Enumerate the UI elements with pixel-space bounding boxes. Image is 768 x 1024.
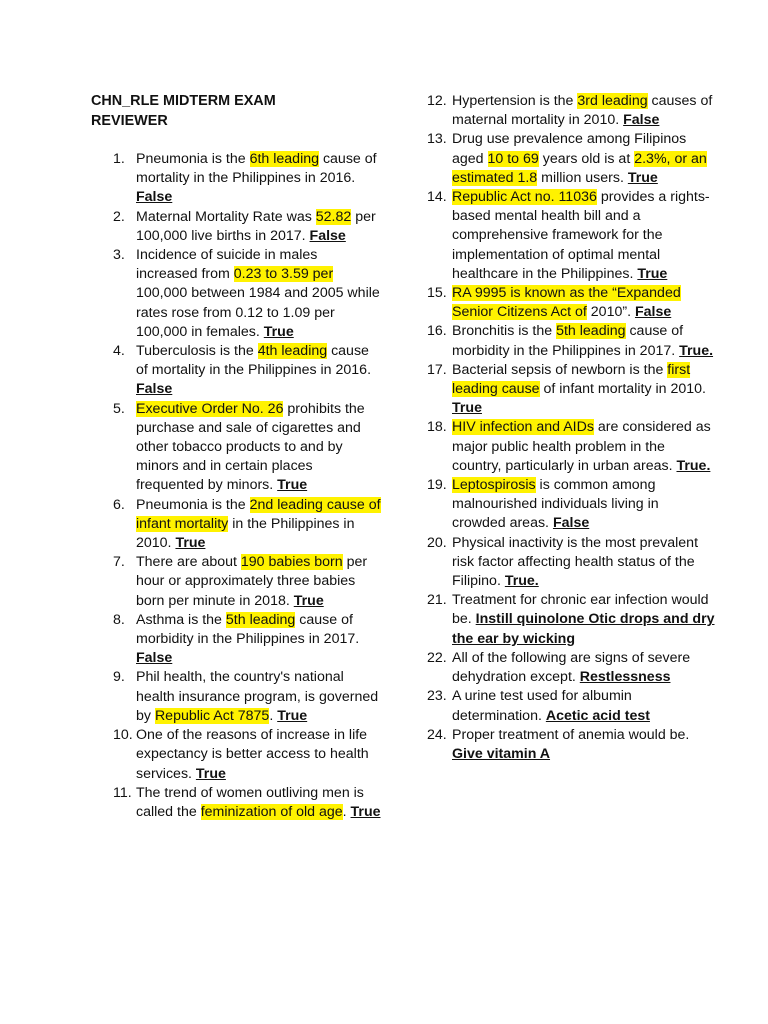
item-text: A urine test used for albumin determination.: [452, 688, 632, 724]
item-number: 15.: [427, 285, 447, 302]
item-text: million users.: [537, 169, 628, 186]
item-highlight: 10 to 69: [487, 150, 539, 167]
item-answer: True: [637, 265, 668, 282]
item-text: 100,000 between 1984 and 2005 while rates rose from 0.12 to 1.09 per 100,000 in females.: [136, 285, 380, 340]
item-number: 10.: [113, 727, 133, 744]
item-number: 17.: [427, 361, 447, 378]
item-number: 14.: [427, 189, 447, 206]
list-item: [425, 92, 715, 130]
item-number: 13.: [427, 131, 447, 148]
list-item: [425, 591, 715, 649]
item-text: Proper treatment of anemia would be.: [452, 726, 690, 743]
item-answer: Acetic acid test: [545, 707, 650, 724]
list-item: [91, 553, 381, 611]
item-number: 20.: [427, 534, 447, 551]
list-item: [425, 130, 715, 188]
item-highlight: Executive Order No. 26: [136, 400, 284, 417]
list-item: [91, 726, 381, 784]
item-text: 2010”.: [586, 304, 635, 321]
item-answer: Restlessness: [579, 669, 671, 686]
item-text: Hypertension is the: [452, 93, 578, 109]
title-line-1: CHN_RLE MIDTERM EXAM: [91, 93, 276, 109]
item-highlight: 5th leading: [556, 323, 626, 340]
item-answer: False: [309, 227, 346, 244]
item-answer: True: [263, 323, 294, 340]
document-title: [91, 92, 381, 131]
list-item: [425, 687, 715, 725]
item-text: Treatment for chronic ear infection would be.: [452, 592, 709, 628]
item-number: 5.: [113, 400, 125, 417]
item-answer: False: [136, 381, 173, 398]
item-number: 4.: [113, 343, 125, 360]
item-text: All of the following are signs of severe dehydration except.: [452, 649, 691, 686]
item-highlight: Leptospirosis: [452, 477, 536, 494]
item-text: is common among malnourished individuals living in crowded areas.: [452, 477, 659, 532]
item-text: are considered as major public health problem in the country, particularly in urban areas.: [452, 419, 711, 474]
item-text: of infant mortality in 2010.: [539, 381, 706, 398]
item-answer: True: [350, 803, 381, 820]
item-answer: True.: [504, 573, 539, 590]
item-text: Drug use prevalence among Filipinos aged: [452, 131, 687, 167]
item-highlight: feminization of old age: [200, 803, 343, 820]
item-highlight: HIV infection and AIDs: [452, 419, 594, 436]
list-item: [425, 649, 715, 687]
list-item: [425, 534, 715, 592]
list-item: [91, 150, 381, 208]
list-item: [91, 784, 381, 822]
item-highlight: 2nd leading cause of infant mortality: [136, 496, 381, 532]
item-text: cause of mortality in the Philippines in 2016.: [136, 343, 372, 379]
list-item: [425, 188, 715, 284]
item-highlight: RA 9995 is known as the “Expanded Senior Citizens Act of: [452, 285, 681, 321]
right-column: [425, 92, 715, 764]
item-answer: True: [277, 707, 308, 724]
list-item: [425, 476, 715, 534]
item-highlight: 3rd leading: [577, 93, 648, 109]
item-text: in the Philippines in 2010.: [136, 515, 355, 552]
item-number: 22.: [427, 649, 447, 666]
left-column: [91, 92, 381, 822]
item-answer: True.: [676, 457, 711, 474]
list-item: [91, 611, 381, 669]
item-answer: True: [277, 477, 308, 494]
item-highlight: Republic Act 7875: [154, 707, 270, 724]
item-answer: True: [293, 592, 324, 609]
list-item: [425, 284, 715, 322]
item-answer: False: [634, 304, 672, 321]
list-item: [91, 246, 381, 342]
item-text: provides a rights-based mental health bill and a comprehensive framework for the implementation of optimal mental healthcare in the Philippines.: [452, 189, 710, 282]
item-answer: True: [452, 400, 482, 417]
list-item: [425, 322, 715, 360]
item-highlight: 6th leading: [249, 151, 319, 167]
list-item: [425, 361, 715, 419]
item-answer: Instill quinolone Otic drops and dry the ear by wicking: [452, 611, 715, 647]
item-answer: True: [175, 535, 206, 552]
item-number: 16.: [427, 323, 447, 340]
item-text: The trend of women outliving men is called the: [136, 784, 364, 820]
item-text: prohibits the purchase and sale of cigarettes and other tobacco products to and by minors and in certain places frequented by minors.: [136, 400, 365, 494]
item-number: 6.: [113, 496, 125, 513]
item-text: Phil health, the country's national health insurance program, is governed by: [136, 669, 379, 724]
item-text: Incidence of suicide in males increased from: [136, 247, 318, 283]
item-highlight: 2.3%, or an estimated 1.8: [452, 150, 707, 186]
item-answer: True: [195, 765, 226, 782]
item-answer: Give vitamin A: [452, 745, 551, 762]
item-number: 9.: [113, 669, 125, 686]
item-number: 12.: [427, 93, 447, 109]
item-text: per hour or approximately three babies born per minute in 2018.: [136, 554, 368, 609]
item-text: per 100,000 live births in 2017.: [136, 208, 376, 244]
item-text: Tuberculosis is the: [136, 343, 258, 360]
item-answer: True: [627, 169, 658, 186]
item-number: 24.: [427, 726, 447, 743]
item-text: .: [342, 803, 351, 820]
title-line-2: REVIEWER: [91, 112, 168, 129]
item-highlight: Republic Act no. 11036: [452, 189, 597, 206]
list-item: [91, 208, 381, 246]
item-highlight: 0.23 to 3.59 per: [233, 266, 334, 283]
item-number: 7.: [113, 554, 125, 571]
list-item: [425, 726, 715, 764]
item-answer: True.: [679, 342, 714, 359]
item-number: 8.: [113, 611, 125, 628]
list-item: [91, 342, 381, 400]
item-text: Bronchitis is the: [452, 323, 557, 340]
item-number: 2.: [113, 208, 125, 225]
list-item: [91, 496, 381, 554]
item-answer: False: [136, 650, 173, 667]
question-list-right: [425, 92, 715, 764]
item-text: Bacterial sepsis of newborn is the: [452, 361, 668, 378]
item-text: cause of mortality in the Philippines in 2016.: [136, 151, 377, 187]
item-highlight: 5th leading: [225, 611, 296, 628]
item-text: Pneumonia is the: [136, 496, 250, 513]
item-highlight: 4th leading: [257, 343, 328, 360]
item-text: .: [269, 707, 278, 724]
item-text: Physical inactivity is the most prevalent risk factor affecting health status of the Filipino.: [452, 534, 699, 590]
item-highlight: first leading cause: [452, 361, 691, 398]
item-number: 3.: [113, 247, 125, 264]
item-number: 19.: [427, 477, 447, 494]
item-number: 21.: [427, 592, 447, 609]
item-text: years old is at: [538, 150, 635, 167]
item-number: 23.: [427, 688, 447, 705]
list-item: [425, 418, 715, 476]
item-highlight: 190 babies born: [240, 554, 343, 571]
list-item: [91, 668, 381, 726]
item-answer: False: [136, 189, 173, 206]
item-text: Pneumonia is the: [136, 151, 250, 167]
list-item: [91, 400, 381, 496]
item-text: cause of morbidity in the Philippines in 2017.: [452, 323, 684, 359]
item-text: Asthma is the: [136, 611, 226, 628]
item-answer: False: [552, 515, 590, 532]
question-list-left: [91, 150, 381, 822]
item-number: 18.: [427, 419, 447, 436]
item-text: causes of maternal mortality in 2010.: [452, 93, 713, 129]
item-text: Maternal Mortality Rate was: [136, 208, 316, 225]
item-number: 11.: [113, 784, 132, 801]
item-text: One of the reasons of increase in life expectancy is better access to health services.: [136, 727, 369, 782]
item-number: 1.: [113, 151, 125, 167]
item-highlight: 52.82: [315, 208, 352, 225]
item-answer: False: [623, 112, 660, 129]
item-text: cause of morbidity in the Philippines in 2017.: [136, 611, 360, 648]
item-text: There are about: [136, 554, 241, 571]
